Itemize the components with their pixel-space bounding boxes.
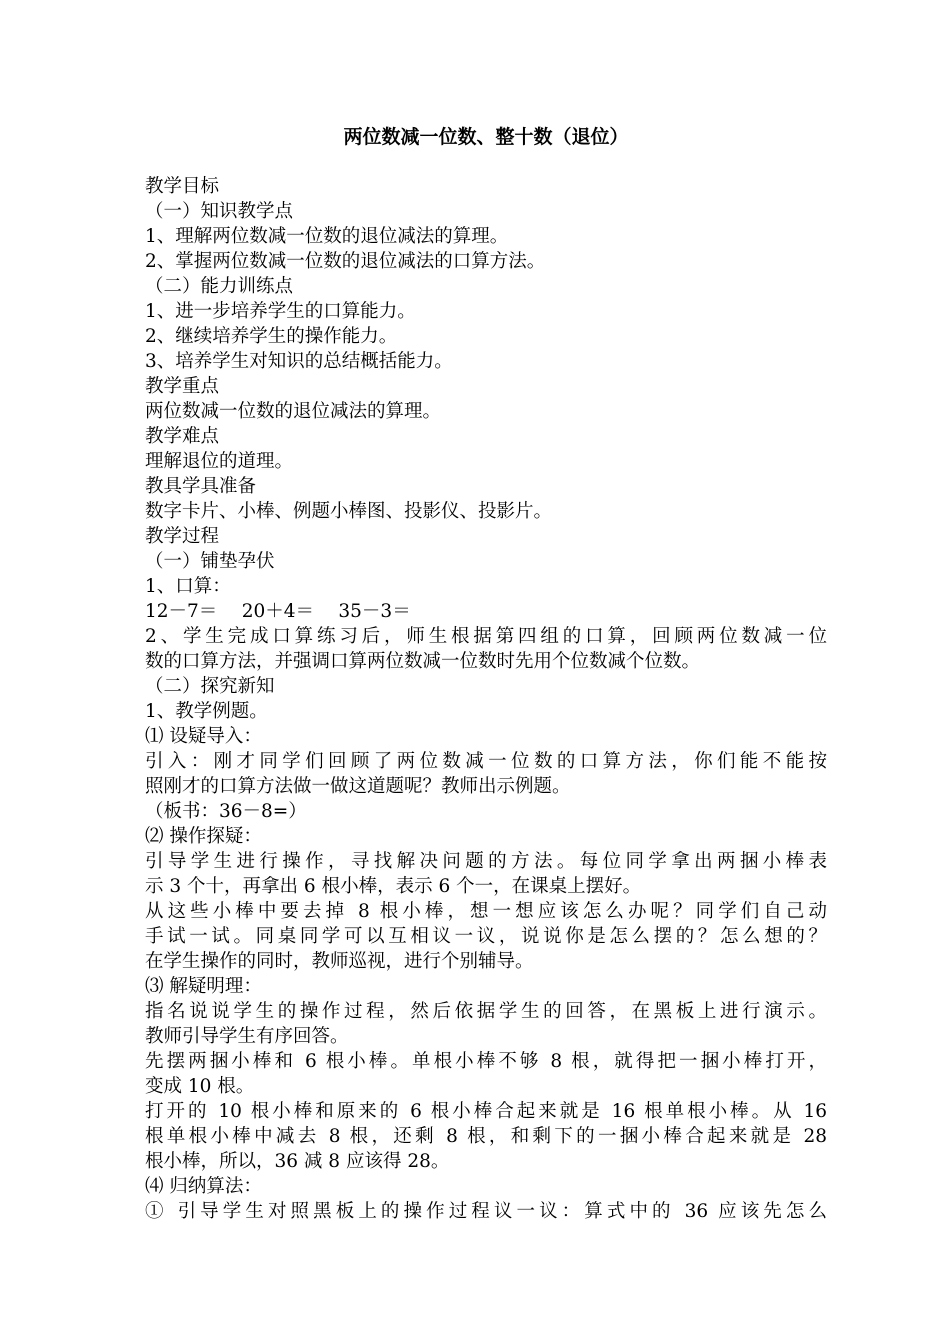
text-line: 数的口算方法，并强调口算两位数减一位数时先用个位数减个位数。	[145, 651, 701, 672]
text-line: 数字卡片、小棒、例题小棒图、投影仪、投影片。	[145, 501, 553, 522]
document-body	[145, 174, 827, 1224]
text-line: 教学难点	[145, 426, 220, 447]
text-line: 引入：刚才同学们回顾了两位数减一位数的口算方法，你们能不能按	[145, 751, 827, 772]
text-line: 照刚才的口算方法做一做这道题呢？教师出示例题。	[145, 776, 571, 797]
text-line: 3、培养学生对知识的总结概括能力。	[145, 351, 453, 372]
text-line: 手试一试。同桌同学可以互相议一议，说说你是怎么摆的？怎么想的？	[145, 926, 827, 947]
text-line: 教学目标	[145, 176, 220, 197]
text-line: 示 3 个十，再拿出 6 根小棒，表示 6 个一，在课桌上摆好。	[145, 876, 642, 897]
document-page	[145, 118, 827, 1224]
text-line: ⑶ 解疑明理：	[145, 976, 262, 997]
text-line: 1、理解两位数减一位数的退位减法的算理。	[145, 226, 509, 247]
document-title: 两位数减一位数、整十数（退位）	[343, 126, 629, 148]
text-line: 1、进一步培养学生的口算能力。	[145, 301, 416, 322]
text-line: 教学过程	[145, 526, 220, 547]
text-line: 1、口算：	[145, 576, 231, 597]
text-line: 教学重点	[145, 376, 220, 397]
text-line: 根单根小棒中减去 8 根，还剩 8 根，和剩下的一捆小棒合起来就是 28	[145, 1126, 827, 1147]
text-line: 教师引导学生有序回答。	[145, 1026, 349, 1047]
text-line: 2、继续培养学生的操作能力。	[145, 326, 398, 347]
text-line: （一）铺垫孕伏	[145, 551, 275, 572]
text-line: ① 引导学生对照黑板上的操作过程议一议：算式中的 36 应该先怎么	[145, 1201, 827, 1222]
text-line: ⑷ 归纳算法：	[145, 1176, 262, 1197]
text-line: （板书：36－8=）	[145, 801, 307, 822]
text-line: 指名说说学生的操作过程，然后依据学生的回答，在黑板上进行演示。	[145, 1001, 827, 1022]
text-line: 引导学生进行操作，寻找解决问题的方法。每位同学拿出两捆小棒表	[145, 851, 827, 872]
text-line: 2、掌握两位数减一位数的退位减法的口算方法。	[145, 251, 546, 272]
text-line: 打开的 10 根小棒和原来的 6 根小棒合起来就是 16 根单根小棒。从 16	[145, 1101, 827, 1122]
text-line: 1、教学例题。	[145, 701, 268, 722]
text-line: ⑵ 操作探疑：	[145, 826, 262, 847]
text-line: 教具学具准备	[145, 476, 257, 497]
text-line: 变成 10 根。	[145, 1076, 255, 1097]
text-line: 两位数减一位数的退位减法的算理。	[145, 401, 442, 422]
text-line: 在学生操作的同时，教师巡视，进行个别辅导。	[145, 951, 534, 972]
text-line: （一）知识教学点	[145, 201, 294, 222]
text-line: 先摆两捆小棒和 6 根小棒。单根小棒不够 8 根，就得把一捆小棒打开，	[145, 1051, 827, 1072]
text-line: （二）探究新知	[145, 676, 275, 697]
text-line: 理解退位的道理。	[145, 451, 294, 472]
text-line: 根小棒，所以，36 减 8 应该得 28。	[145, 1151, 450, 1172]
text-line: （二）能力训练点	[145, 276, 294, 297]
text-line: 2、学生完成口算练习后，师生根据第四组的口算，回顾两位数减一位	[145, 626, 827, 647]
text-line: ⑴ 设疑导入：	[145, 726, 262, 747]
text-line: 从这些小棒中要去掉 8 根小棒，想一想应该怎么办呢？同学们自己动	[145, 901, 827, 922]
text-line: 12－7＝ 20＋4＝ 35－3＝	[145, 601, 411, 622]
